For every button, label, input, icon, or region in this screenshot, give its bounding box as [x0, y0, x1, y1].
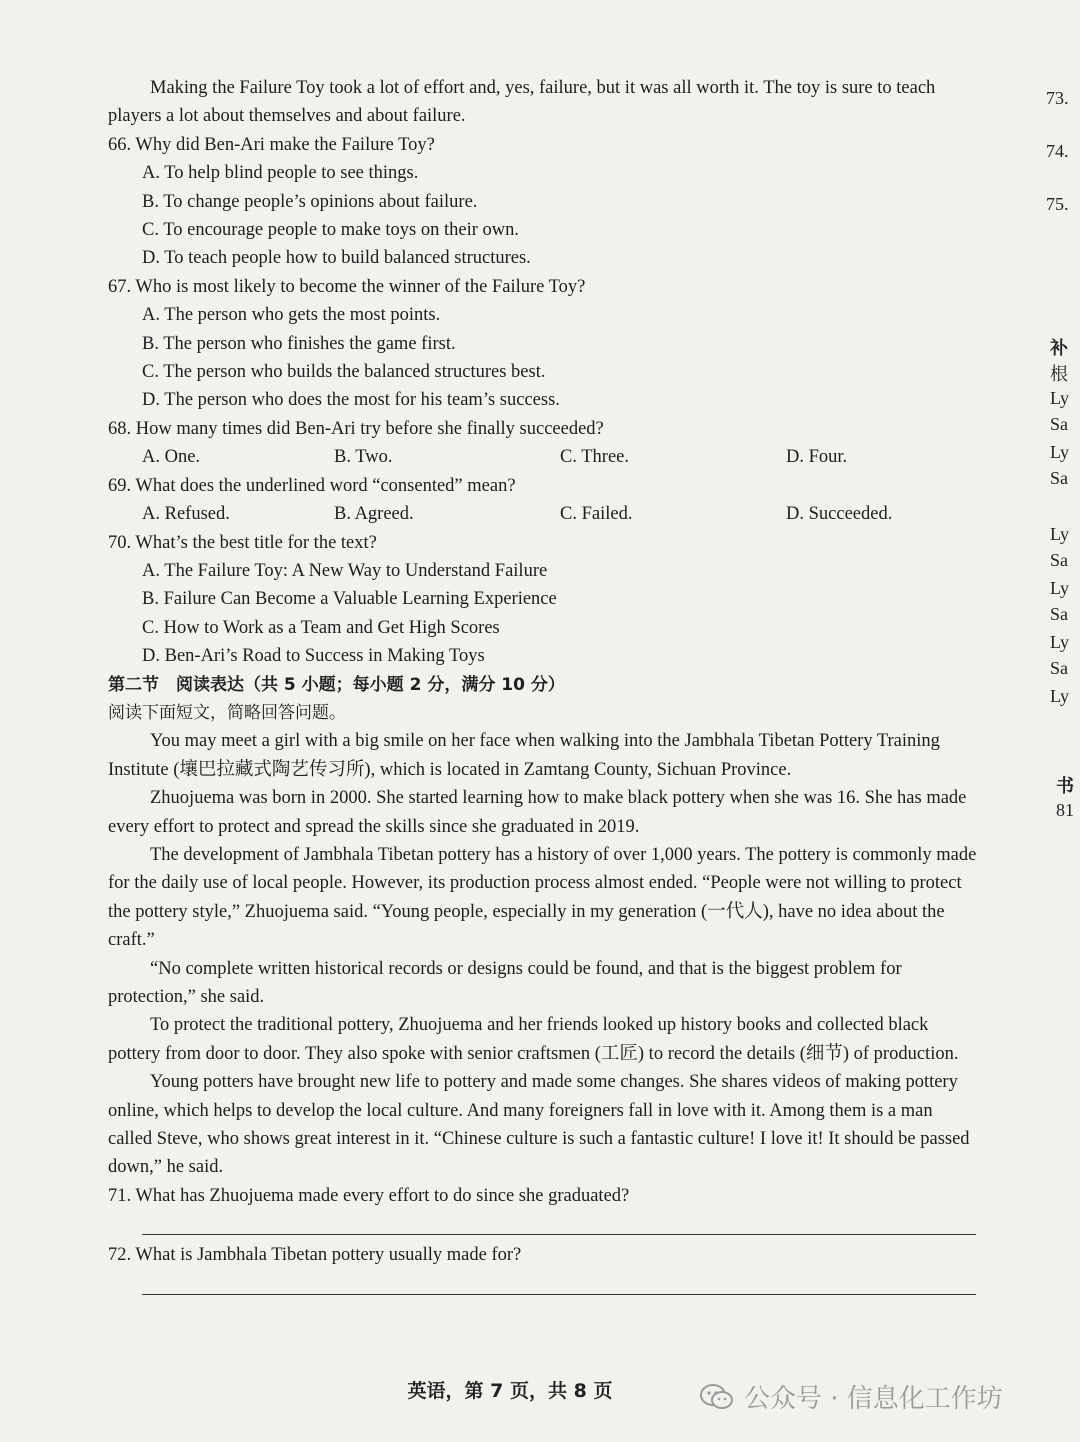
- passage-end: Making the Failure Toy took a lot of effort and, yes, failure, but it was all worth it. The toy is sure to teach players a lot about themselves and about failure.: [108, 78, 936, 127]
- margin-number: 74.: [1046, 141, 1069, 161]
- option: B. The person who finishes the game first.: [142, 333, 456, 354]
- margin-fragment: 81: [1056, 800, 1074, 820]
- margin-fragment: Ly: [1050, 632, 1070, 652]
- adjacent-page-fragment: [1040, 0, 1080, 1442]
- option: D. Ben-Ari’s Road to Success in Making Toys: [142, 646, 485, 667]
- reading-paragraph: Zhuojuema was born in 2000. She started learning how to make black pottery when she was 16. She has made every effort to protect and spread the skills since she graduated in 2019.: [108, 788, 967, 837]
- question-68: [108, 415, 978, 472]
- option: B. Agreed.: [334, 504, 414, 525]
- question-66: [108, 131, 978, 273]
- option: B. Failure Can Become a Valuable Learning Experience: [142, 589, 557, 610]
- option: B. To change people’s opinions about failure.: [142, 191, 478, 212]
- wechat-icon: [700, 1383, 734, 1411]
- reading-paragraph: To protect the traditional pottery, Zhuojuema and her friends looked up history books and collected black pottery from door to door. They also spoke with senior craftsmen (工匠) to record the details (细节) of production.: [108, 1015, 959, 1064]
- option: A. To help blind people to see things.: [142, 163, 419, 184]
- option: D. The person who does the most for his team’s success.: [142, 390, 560, 411]
- margin-fragment: Ly: [1050, 524, 1070, 544]
- margin-number: 75.: [1046, 194, 1069, 214]
- margin-fragment: Sa: [1050, 604, 1068, 624]
- margin-fragment: 补: [1050, 338, 1068, 359]
- reading-paragraph: You may meet a girl with a big smile on her face when walking into the Jambhala Tibetan Pottery Training Institute (壤巴拉藏式陶艺传习所), which is located in Zamtang County, Sichuan Province.: [108, 731, 940, 780]
- margin-fragment: Sa: [1050, 550, 1068, 570]
- page-number-text: 英语，第 7 页，共 8 页: [407, 1380, 613, 1402]
- question-stem: 66. Why did Ben-Ari make the Failure Toy?: [108, 134, 435, 155]
- margin-number: 73.: [1046, 88, 1069, 108]
- option: A. The Failure Toy: A New Way to Understand Failure: [142, 560, 548, 581]
- option: A. Refused.: [142, 504, 230, 525]
- watermark: [700, 1378, 1003, 1415]
- section-heading: 第二节 阅读表达（共 5 小题；每小题 2 分，满分 10 分）: [108, 674, 565, 695]
- section-instruction: 阅读下面短文，简略回答问题。: [108, 702, 346, 723]
- answer-line[interactable]: [142, 1212, 976, 1235]
- option: C. How to Work as a Team and Get High Scores: [142, 617, 500, 638]
- option: B. Two.: [334, 447, 393, 468]
- reading-paragraph: The development of Jambhala Tibetan pottery has a history of over 1,000 years. The pottery is commonly made for the daily use of local people. However, its production process almost ended. “People were not willing to protect the pottery style,” Zhuojuema said. “Young people, especially in my generation (一代人), have no idea about the craft.”: [108, 844, 977, 951]
- option: D. Succeeded.: [786, 504, 893, 525]
- open-question-72: 72. What is Jambhala Tibetan pottery usually made for?: [108, 1245, 522, 1266]
- margin-fragment: Sa: [1050, 658, 1068, 678]
- option: D. Four.: [786, 447, 848, 468]
- option: A. The person who gets the most points.: [142, 305, 441, 326]
- question-stem: 68. How many times did Ben-Ari try before she finally succeeded?: [108, 418, 604, 439]
- option: A. One.: [142, 447, 201, 468]
- question-69: [108, 472, 978, 529]
- margin-fragment: 书: [1056, 776, 1074, 797]
- answer-line[interactable]: [142, 1272, 976, 1295]
- question-stem: 67. Who is most likely to become the winner of the Failure Toy?: [108, 276, 586, 297]
- open-question-71: 71. What has Zhuojuema made every effort to do since she graduated?: [108, 1185, 630, 1206]
- question-stem: 70. What’s the best title for the text?: [108, 532, 377, 553]
- watermark-text: 公众号 · 信息化工作坊: [744, 1384, 1003, 1414]
- question-70: [108, 529, 978, 671]
- option: C. The person who builds the balanced structures best.: [142, 362, 546, 383]
- margin-fragment: Ly: [1050, 442, 1070, 462]
- margin-fragment: Ly: [1050, 388, 1070, 408]
- margin-fragment: Sa: [1050, 414, 1068, 434]
- option: C. Three.: [560, 447, 630, 468]
- main-column: [108, 74, 978, 1301]
- option: D. To teach people how to build balanced structures.: [142, 248, 531, 269]
- reading-paragraph: Young potters have brought new life to pottery and made some changes. She shares videos of making pottery online, which helps to develop the local culture. And many foreigners fall in love with it. Among them is a man called Steve, who shows great interest in it. “Chinese culture is such a fantastic culture! I love it! It should be passed down,” he said.: [108, 1072, 970, 1178]
- option: C. Failed.: [560, 504, 633, 525]
- reading-paragraph: “No complete written historical records or designs could be found, and that is the biggest problem for protection,” she said.: [108, 958, 902, 1007]
- option: C. To encourage people to make toys on their own.: [142, 220, 520, 241]
- question-stem: 69. What does the underlined word “consented” mean?: [108, 475, 516, 496]
- margin-fragment: 根: [1050, 364, 1068, 385]
- question-67: [108, 273, 978, 415]
- margin-fragment: Sa: [1050, 468, 1068, 488]
- margin-fragment: Ly: [1050, 578, 1070, 598]
- options-row: [108, 443, 978, 471]
- margin-fragment: Ly: [1050, 686, 1070, 706]
- options-row: [108, 500, 978, 528]
